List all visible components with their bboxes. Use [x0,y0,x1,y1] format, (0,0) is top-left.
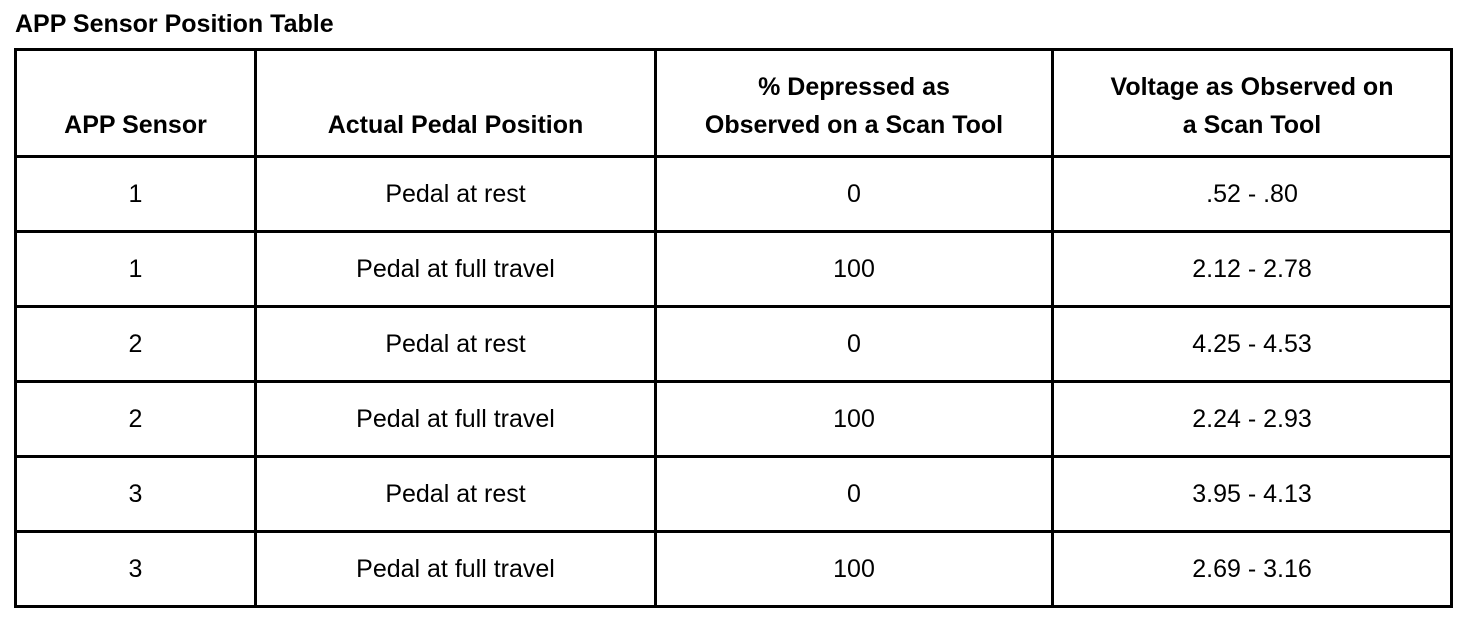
cell-app-sensor: 2 [16,307,256,382]
header-voltage [1053,50,1452,157]
cell-app-sensor: 3 [16,532,256,607]
header-voltage-line1: Voltage as Observed on [1110,73,1394,101]
table-row [16,457,1452,532]
header-actual-pedal-position [256,50,656,157]
cell-percent-depressed: 100 [656,232,1053,307]
header-actual-pedal-position-label: Actual Pedal Position [327,111,584,139]
cell-percent-depressed: 100 [656,382,1053,457]
cell-pedal-position: Pedal at full travel [256,232,656,307]
cell-voltage: .52 - .80 [1053,157,1452,232]
header-percent-depressed-line1: % Depressed as [758,73,950,101]
app-sensor-position-table [14,48,1453,608]
cell-app-sensor: 1 [16,157,256,232]
cell-pedal-position: Pedal at full travel [256,382,656,457]
cell-pedal-position: Pedal at rest [256,457,656,532]
cell-voltage: 4.25 - 4.53 [1053,307,1452,382]
cell-voltage: 3.95 - 4.13 [1053,457,1452,532]
header-row [16,50,1452,157]
table-row [16,382,1452,457]
header-app-sensor-label: APP Sensor [64,111,207,139]
table-row [16,307,1452,382]
cell-app-sensor: 3 [16,457,256,532]
cell-voltage: 2.12 - 2.78 [1053,232,1452,307]
table-title: APP Sensor Position Table [15,10,334,38]
table-row [16,232,1452,307]
cell-app-sensor: 2 [16,382,256,457]
cell-voltage: 2.24 - 2.93 [1053,382,1452,457]
table-row [16,532,1452,607]
table-row [16,157,1452,232]
header-app-sensor [16,50,256,157]
header-voltage-line2: a Scan Tool [1182,111,1322,139]
cell-pedal-position: Pedal at rest [256,157,656,232]
header-percent-depressed [656,50,1053,157]
header-percent-depressed-line2: Observed on a Scan Tool [704,111,1004,139]
cell-percent-depressed: 0 [656,307,1053,382]
cell-app-sensor: 1 [16,232,256,307]
cell-percent-depressed: 100 [656,532,1053,607]
cell-pedal-position: Pedal at rest [256,307,656,382]
cell-percent-depressed: 0 [656,157,1053,232]
cell-voltage: 2.69 - 3.16 [1053,532,1452,607]
cell-pedal-position: Pedal at full travel [256,532,656,607]
cell-percent-depressed: 0 [656,457,1053,532]
